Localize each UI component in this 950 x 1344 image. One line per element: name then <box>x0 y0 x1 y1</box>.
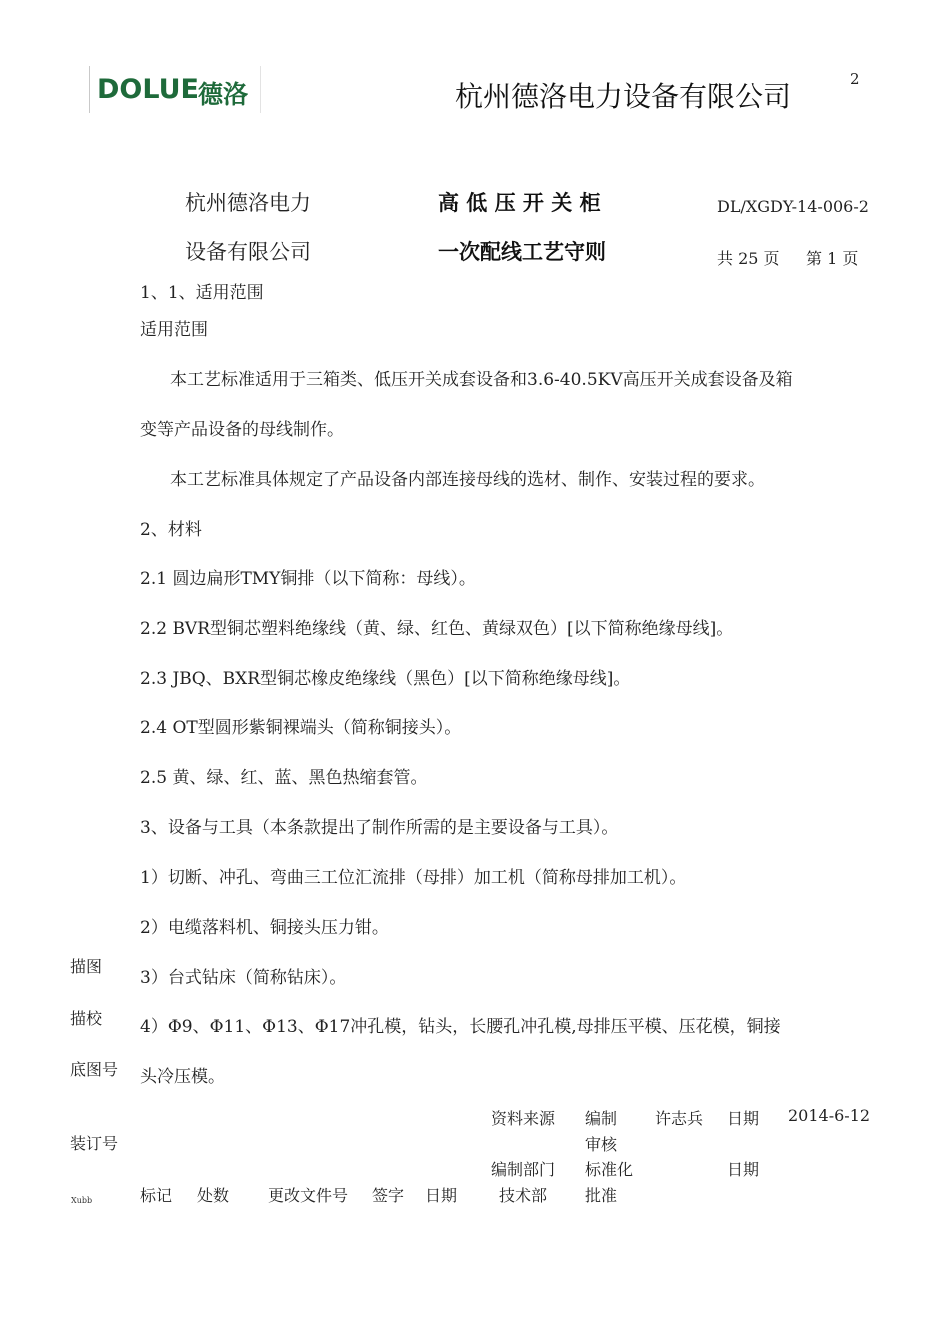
section-2-heading: 2、材料 <box>140 520 202 540</box>
footer-col-sign: 签字 <box>372 1186 405 1205</box>
paragraph-1-line2: 变等产品设备的母线制作。 <box>140 420 344 440</box>
paragraph-1-line1: 本工艺标准适用于三箱类、低压开关成套设备和3.6-40.5KV高压开关成套设备及箱 <box>170 370 793 390</box>
footer-date-label-2: 日期 <box>727 1160 760 1179</box>
section-1-subheading: 适用范围 <box>140 320 208 340</box>
material-item-2-1: 2.1 圆边扁形TMY铜排（以下简称：母线）。 <box>140 569 476 589</box>
footer-compile-label: 编制 <box>585 1109 618 1128</box>
footer-approve-label: 批准 <box>585 1186 618 1205</box>
section-3-heading: 3、设备与工具（本条款提出了制作所需的是主要设备与工具）。 <box>140 818 619 838</box>
title-company-line2: 设备有限公司 <box>185 240 311 264</box>
material-item-2-5: 2.5 黄、绿、红、蓝、黑色热缩套管。 <box>140 768 428 788</box>
footer-compiler: 许志兵 <box>655 1109 704 1128</box>
footer-dept-label: 编制部门 <box>491 1160 556 1179</box>
tool-item-3: 3）台式钻床（简称钻床）。 <box>140 968 347 988</box>
material-item-2-3: 2.3 JBQ、BXR型铜芯橡皮绝缘线（黑色）[以下简称绝缘母线]。 <box>140 669 631 689</box>
page-number: 第 1 页 <box>806 249 859 268</box>
side-tiny-text: Xubb <box>71 1196 93 1205</box>
page-mark: 2 <box>850 70 860 88</box>
footer-review-label: 审核 <box>585 1135 618 1154</box>
footer-col-date: 日期 <box>425 1186 458 1205</box>
doc-number: DL/XGDY-14-006-2 <box>717 197 869 216</box>
tool-item-2: 2）电缆落料机、铜接头压力钳。 <box>140 918 389 938</box>
material-item-2-4: 2.4 OT型圆形紫铜裸端头（简称铜接头）。 <box>140 718 462 738</box>
footer-dept-value: 技术部 <box>499 1186 548 1205</box>
material-item-2-2: 2.2 BVR型铜芯塑料绝缘线（黄、绿、红色、黄绿双色）[以下简称绝缘母线]。 <box>140 619 734 639</box>
tool-item-4-line2: 头冷压模。 <box>140 1067 225 1087</box>
company-logo <box>89 66 261 113</box>
footer-date-label: 日期 <box>727 1109 760 1128</box>
total-pages: 共 25 页 <box>717 249 780 268</box>
paragraph-2: 本工艺标准具体规定了产品设备内部连接母线的选材、制作、安装过程的要求。 <box>170 470 765 490</box>
logo-latin-text: DOLUE <box>97 74 199 105</box>
footer-col-count: 处数 <box>197 1186 230 1205</box>
footer-col-change-doc: 更改文件号 <box>268 1186 349 1205</box>
side-label-base-number: 底图号 <box>70 1060 119 1079</box>
section-1-heading: 1、1、适用范围 <box>140 283 264 303</box>
footer-date-value: 2014-6-12 <box>788 1106 871 1125</box>
side-label-draw: 描图 <box>70 957 103 976</box>
logo-chinese-text: 德洛 <box>198 80 249 109</box>
title-company-line1: 杭州德洛电力 <box>185 191 311 215</box>
footer-source-label: 资料来源 <box>491 1109 556 1128</box>
tool-item-1: 1）切断、冲孔、弯曲三工位汇流排（母排）加工机（简称母排加工机）。 <box>140 868 687 888</box>
doc-title-line1: 高 低 压 开 关 柜 <box>438 191 601 215</box>
side-label-trace: 描校 <box>70 1009 103 1028</box>
footer-standardization-label: 标准化 <box>585 1160 634 1179</box>
tool-item-4-line1: 4）Φ9、Φ11、Φ13、Φ17冲孔模，钻头，长腰孔冲孔模,母排压平模、压花模，铜接 <box>140 1017 781 1037</box>
footer-col-mark: 标记 <box>140 1186 173 1205</box>
header-company-name: 杭州德洛电力设备有限公司 <box>455 80 792 113</box>
doc-title-line2: 一次配线工艺守则 <box>438 240 606 264</box>
side-label-binding-number: 装订号 <box>70 1134 119 1153</box>
